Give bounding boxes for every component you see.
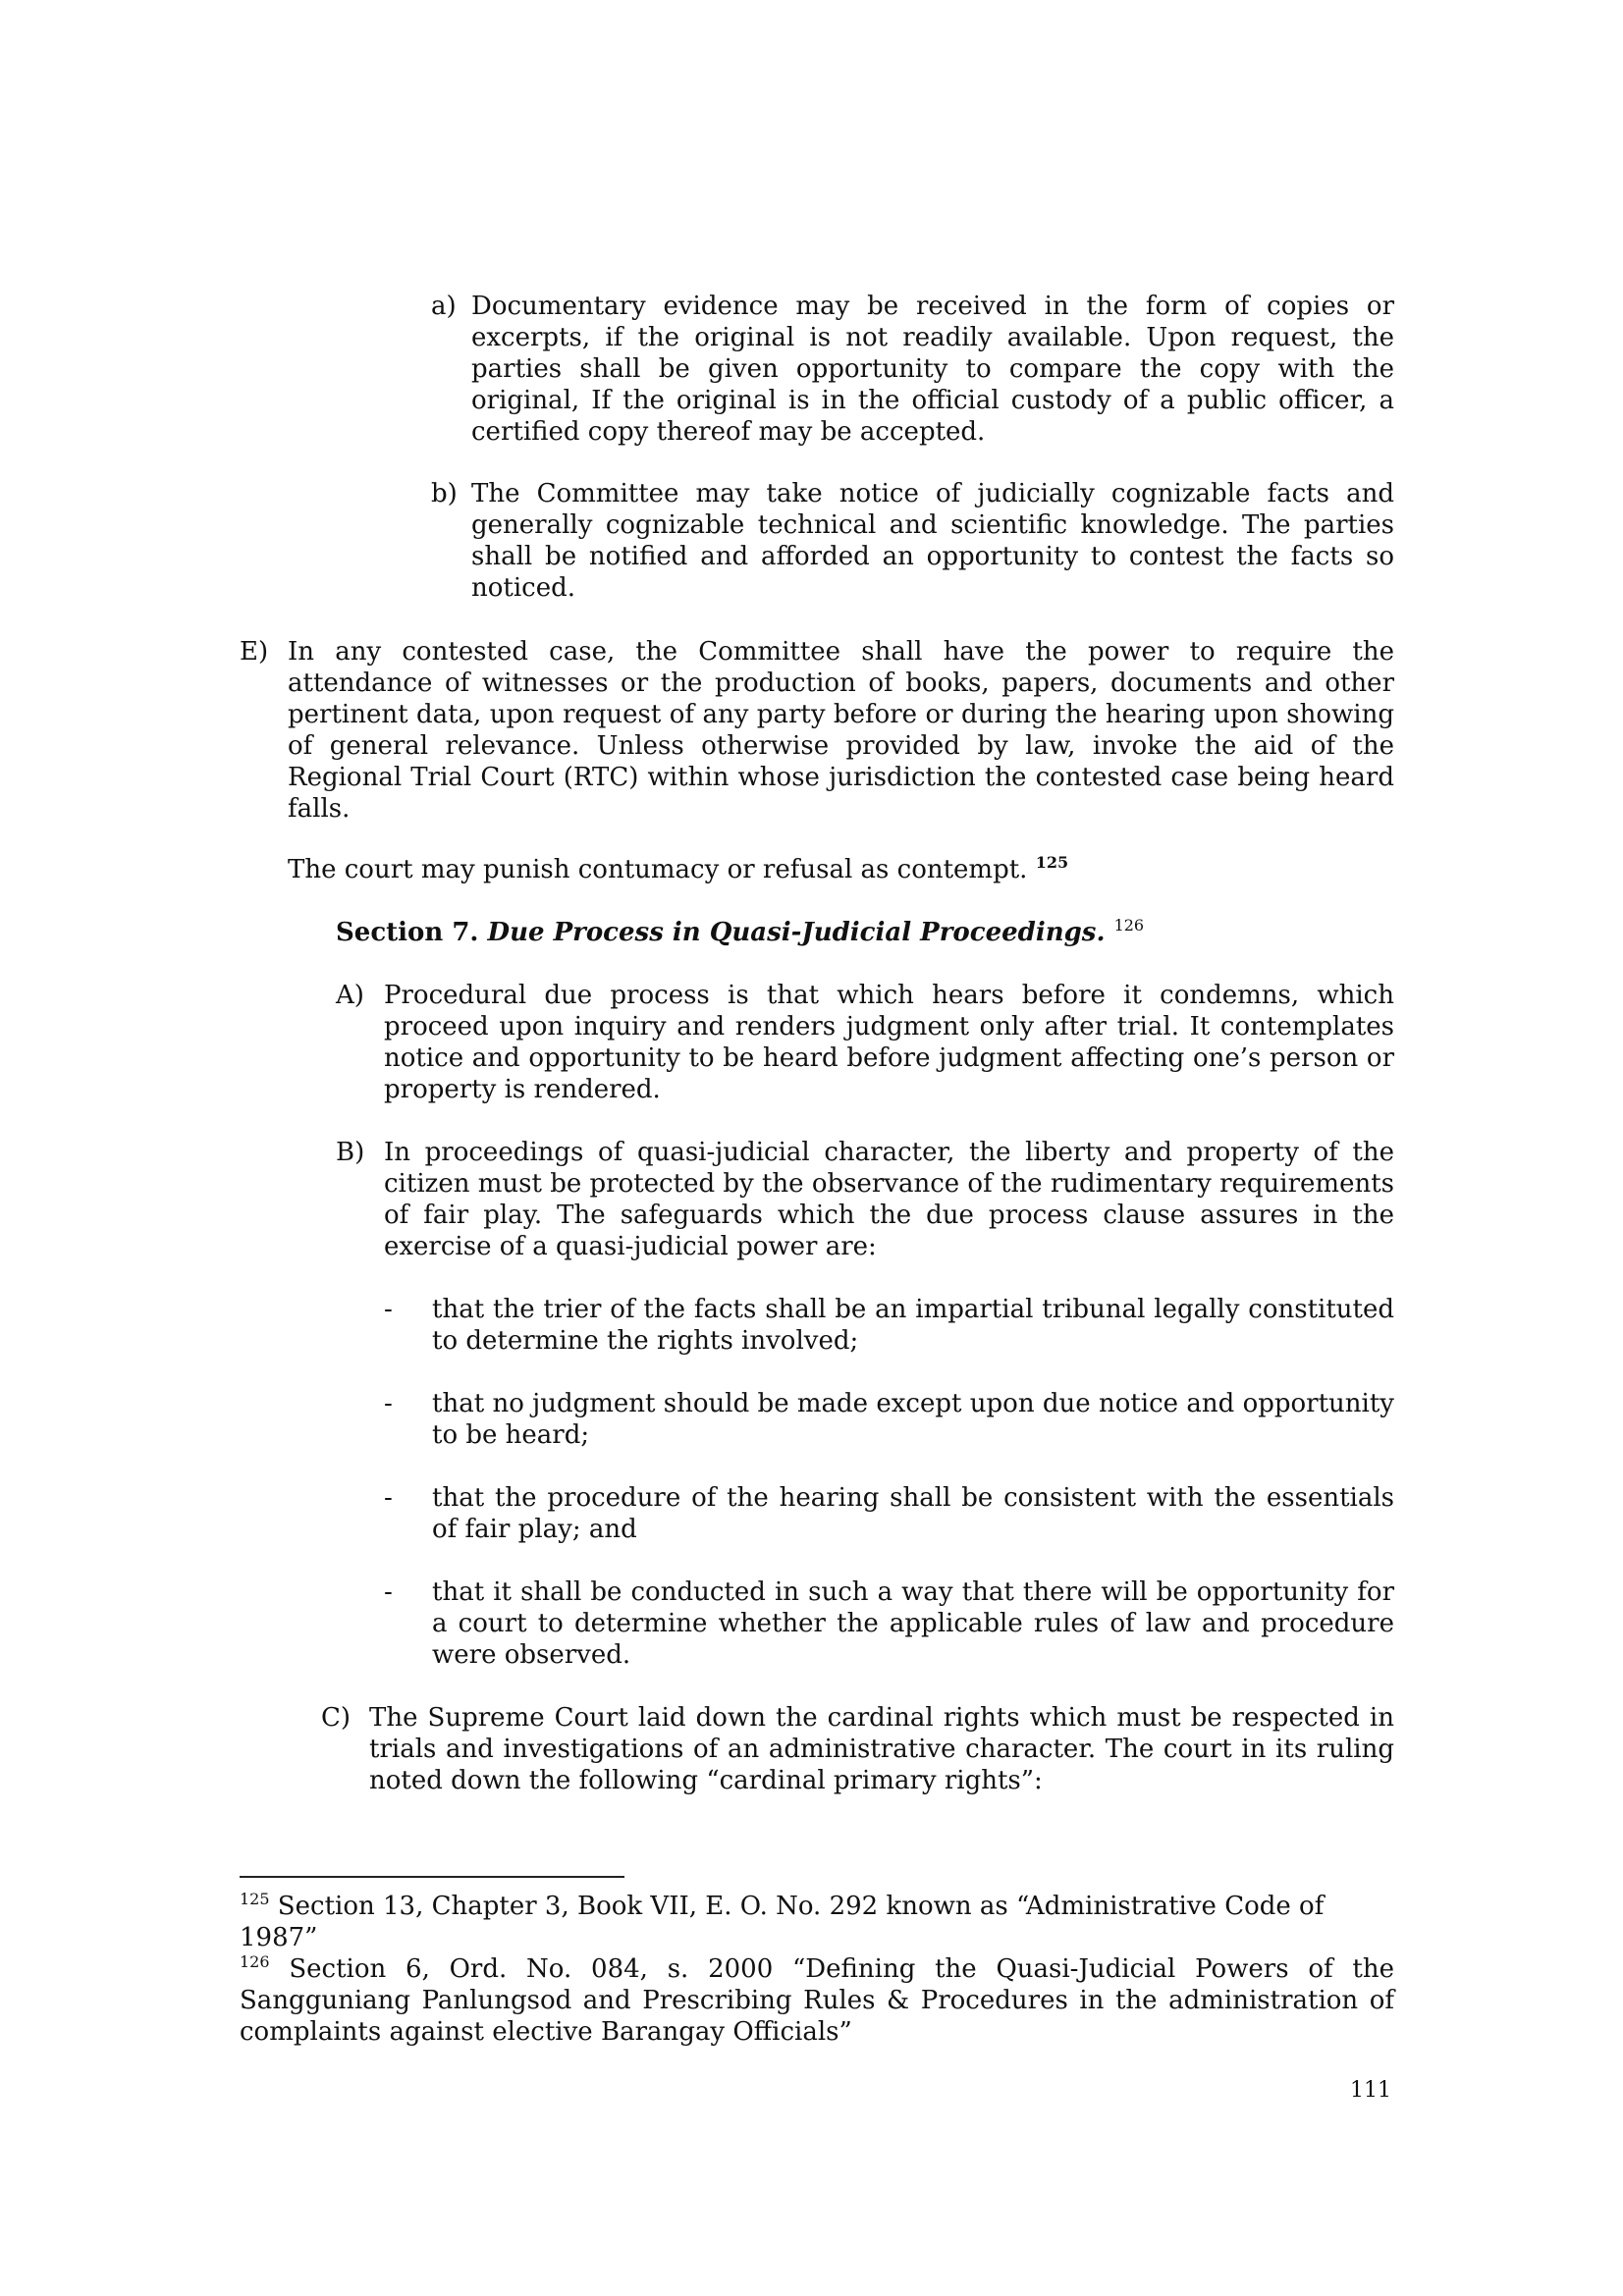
- subitem-marker: a): [431, 292, 457, 321]
- footnotes: [240, 1891, 1398, 2048]
- page-number: 111: [1350, 2078, 1391, 2103]
- item-marker: C): [321, 1703, 352, 1733]
- item-text: In any contested case, the Committee shall have the power to require the attendance of witnesses or the production of books, papers, documents and other pertinent data, upon request of any party before or during the hearing upon showing of general relevance. Unless otherwise provided by law, invoke the aid of the Regional Trial Court (RTC) within whose jurisdiction the contested case being heard falls.: [288, 637, 1394, 824]
- item-e: [240, 636, 1394, 825]
- subitem-text: Documentary evidence may be received in the form of copies or excerpts, if the original is not readily available. Upon request, the parties shall be given opportunity to compare the copy with the original, If the original is in the official custody of a public officer, a certified copy thereof may be accepted.: [471, 292, 1394, 447]
- bullet-text: that the procedure of the hearing shall be consistent with the essentials of fair play; and: [432, 1483, 1394, 1544]
- bullet-item: [384, 1482, 1394, 1545]
- bullet-marker: -: [384, 1483, 393, 1513]
- footnote-number: 125: [240, 1890, 270, 1908]
- bullet-marker: -: [384, 1389, 393, 1418]
- footnote-ref-126: 126: [1113, 916, 1145, 934]
- bullet-item: [384, 1576, 1394, 1671]
- item-marker: B): [336, 1138, 365, 1167]
- item-text: Procedural due process is that which hears before it condemns, which proceed upon inquiry and renders judgment only after trial. It contemplates notice and opportunity to be heard before judgment affecting one’s person or property is rendered.: [384, 981, 1394, 1104]
- subitem-b: [431, 478, 1394, 604]
- footnote-separator: [240, 1876, 624, 1878]
- subitem-text: The Committee may take notice of judicially cognizable facts and generally cognizable technical and scientific knowledge. The parties shall be notified and afforded an opportunity to contest the facts so noticed.: [471, 479, 1394, 603]
- footnote-126: [240, 1953, 1394, 2048]
- item-c: [321, 1702, 1394, 1796]
- item-a: [336, 980, 1394, 1105]
- item-text: The Supreme Court laid down the cardinal rights which must be respected in trials and investigations of an administrative character. The court in its ruling noted down the following “cardinal primary rights”:: [369, 1703, 1394, 1795]
- bullet-text: that the trier of the facts shall be an impartial tribunal legally constituted to determine the rights involved;: [432, 1295, 1394, 1356]
- footnote-text: Section 13, Chapter 3, Book VII, E. O. No. 292 known as “Administrative Code of 1987”: [240, 1892, 1325, 1952]
- footnote-125: [240, 1891, 1398, 1953]
- footnote-ref-125: 125: [1035, 853, 1069, 872]
- bullet-text: that no judgment should be made except upon due notice and opportunity to be heard;: [432, 1389, 1394, 1450]
- subitem-a: [431, 291, 1394, 448]
- section-title: Due Process in Quasi-Judicial Proceedings.: [487, 918, 1106, 947]
- item-marker: E): [240, 637, 269, 667]
- bullet-text: that it shall be conducted in such a way that there will be opportunity for a court to determine whether the applicable rules of law and procedure were observed.: [432, 1577, 1394, 1670]
- bullet-marker: -: [384, 1295, 393, 1324]
- contempt-paragraph: [288, 854, 1171, 885]
- section-heading: [336, 917, 1318, 948]
- bullet-marker: -: [384, 1577, 393, 1607]
- bullet-item: [384, 1294, 1394, 1357]
- contempt-text: The court may punish contumacy or refusal as contempt.: [288, 855, 1028, 884]
- subitem-marker: b): [431, 479, 458, 508]
- footnote-number: 126: [240, 1952, 270, 1971]
- item-b: [336, 1137, 1394, 1262]
- item-text: In proceedings of quasi-judicial character, the liberty and property of the citizen must be protected by the observance of the rudimentary requirements of fair play. The safeguards which the due process clause assures in the exercise of a quasi-judicial power are:: [384, 1138, 1394, 1261]
- footnote-text: Section 6, Ord. No. 084, s. 2000 “Defining the Quasi-Judicial Powers of the Sangguniang Panlungsod and Prescribing Rules & Procedures in the administration of complaints against elective Barangay Officials”: [240, 1954, 1394, 2047]
- bullet-item: [384, 1388, 1394, 1451]
- item-marker: A): [336, 981, 364, 1010]
- section-label: Section 7.: [336, 918, 479, 947]
